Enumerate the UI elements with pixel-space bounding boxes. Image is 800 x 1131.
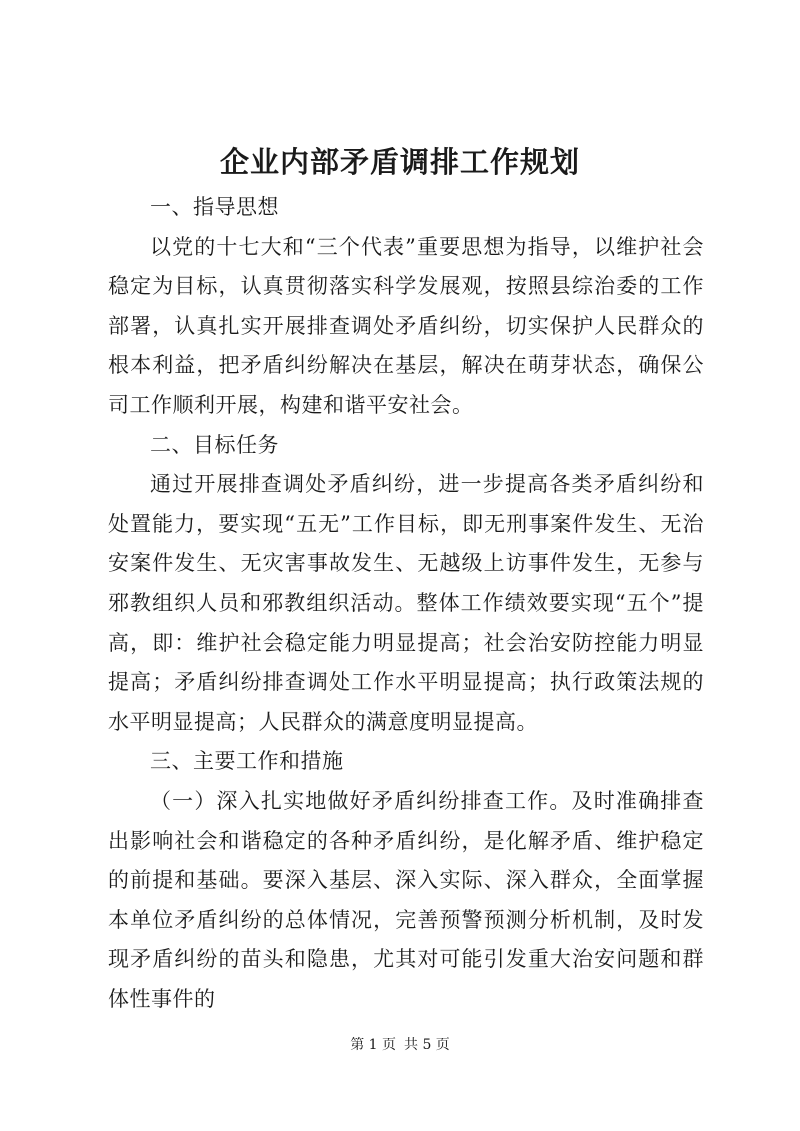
- page-number: 第 1 页: [350, 1037, 396, 1053]
- section-heading-main-measures: 三、主要工作和措施: [150, 749, 344, 774]
- section-heading-guiding-ideology: 一、指导思想: [150, 195, 279, 219]
- document-body: [108, 188, 704, 1019]
- page-total: 共 5 页: [404, 1037, 450, 1053]
- document-title: 企业内部矛盾调排工作规划: [219, 145, 580, 179]
- paragraph-goals-tasks: 通过开展排查调处矛盾纠纷，进一步提高各类矛盾纠纷和处置能力，要实现“五无”工作目标，即无刑事案件发生、无治安案件发生、无灾害事故发生、无越级上访事件发生，无参与邪教组织人员和邪教组织活动。整体工作绩效要实现“五个”提高，即：维护社会稳定能力明显提高；社会治安防控能力明显提高；矛盾纠纷排查调处工作水平明显提高；执行政策法规的水平明显提高；人民群众的满意度明显提高。: [108, 472, 704, 734]
- paragraph-main-measures: （一）深入扎实地做好矛盾纠纷排查工作。及时准确排查出影响社会和谐稳定的各种矛盾纠纷，是化解矛盾、维护稳定的前提和基础。要深入基层、深入实际、深入群众，全面掌握本单位矛盾纠纷的总体情况，完善预警预测分析机制，及时发现矛盾纠纷的苗头和隐患，尤其对可能引发重大治安问题和群体性事件的: [108, 788, 704, 1011]
- section-heading-goals-tasks: 二、目标任务: [150, 432, 279, 457]
- page-footer: [0, 1034, 800, 1054]
- paragraph-guiding-ideology: 以党的十七大和“三个代表”重要思想为指导，以维护社会稳定为目标，认真贯彻落实科学发展观，按照县综治委的工作部署，认真扎实开展排查调处矛盾纠纷，切实保护人民群众的根本利益，把矛盾纠纷解决在基层，解决在萌芽状态，确保公司工作顺利开展，构建和谐平安社会。: [108, 234, 704, 417]
